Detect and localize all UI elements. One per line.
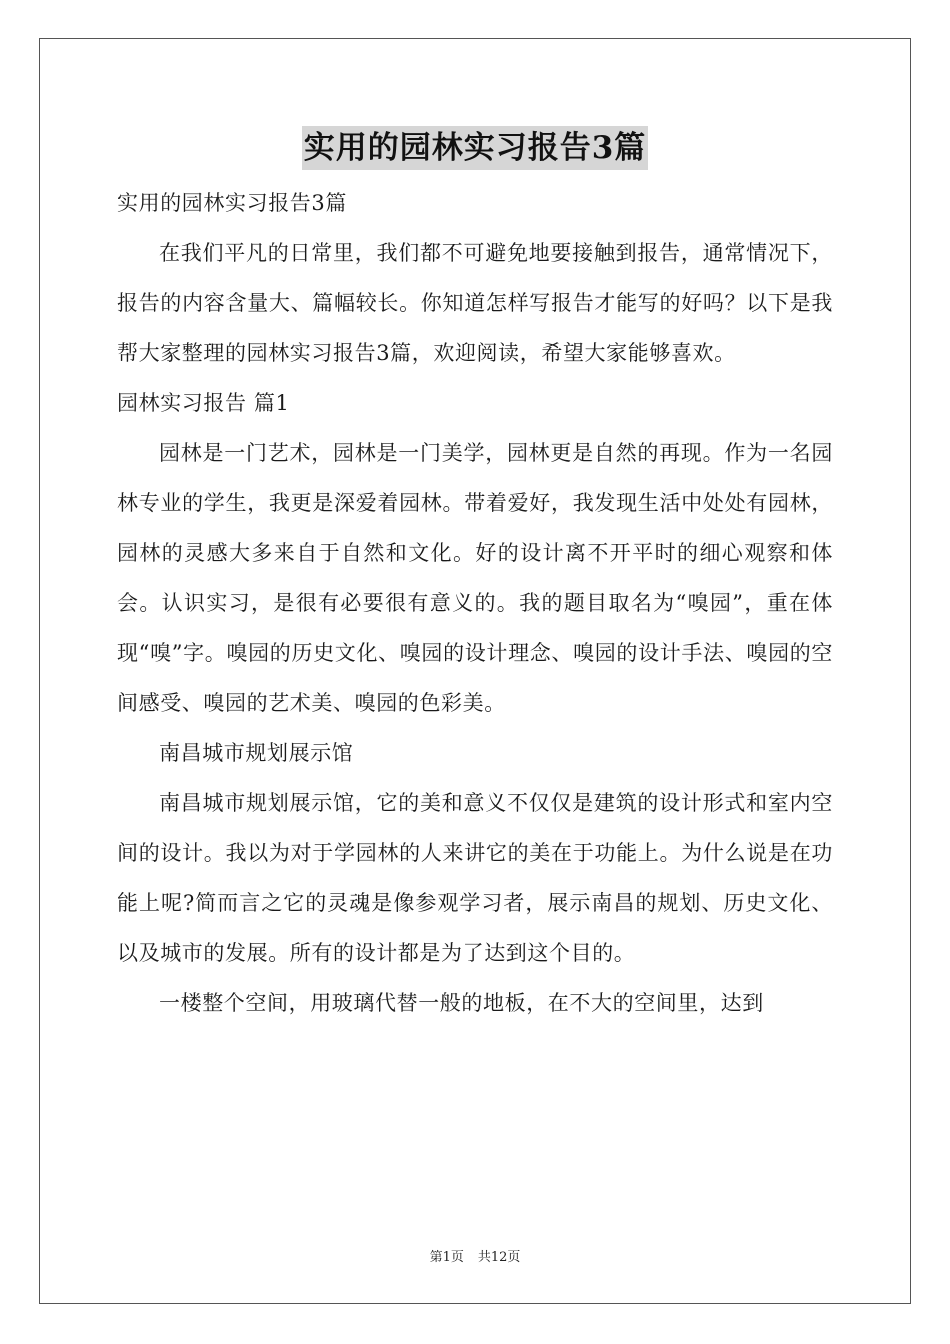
page-total: 共12页 [477, 1250, 521, 1265]
subtitle-line: 实用的园林实习报告3篇 [117, 191, 347, 215]
body-paragraph: 园林是一门艺术，园林是一门美学，园林更是自然的再现。作为一名园林专业的学生，我更是深爱着园林。带着爱好，我发现生活中处处有园林，园林的灵感大多来自于自然和文化。好的设计离不开平时的细心观察和体会。认识实习，是很有必要很有意义的。我的题目取名为“嗅园”，重在体现“嗅”字。嗅园的历史文化、嗅园的设计理念、嗅园的设计手法、嗅园的空间感受、嗅园的艺术美、嗅园的色彩美。 [117, 441, 833, 715]
body-paragraph: 在我们平凡的日常里，我们都不可避免地要接触到报告，通常情况下，报告的内容含量大、篇幅较长。你知道怎样写报告才能写的好吗？以下是我帮大家整理的园林实习报告3篇，欢迎阅读，希望大家能够喜欢。 [117, 241, 833, 365]
title-area [0, 126, 950, 170]
page-number: 第1页 [429, 1250, 464, 1265]
body-paragraph: 南昌城市规划展示馆 [159, 741, 354, 765]
document-title: 实用的园林实习报告3篇 [302, 126, 649, 170]
section-heading: 园林实习报告 篇1 [117, 391, 290, 415]
body-paragraph: 南昌城市规划展示馆，它的美和意义不仅仅是建筑的设计形式和室内空间的设计。我以为对于学园林的人来讲它的美在于功能上。为什么说是在功能上呢?简而言之它的灵魂是像参观学习者，展示南昌的规划、历史文化、以及城市的发展。所有的设计都是为了达到这个目的。 [117, 791, 833, 965]
page-footer [0, 1246, 950, 1265]
body-paragraph: 一楼整个空间，用玻璃代替一般的地板，在不大的空间里，达到 [159, 991, 764, 1015]
document-body [117, 178, 833, 1028]
